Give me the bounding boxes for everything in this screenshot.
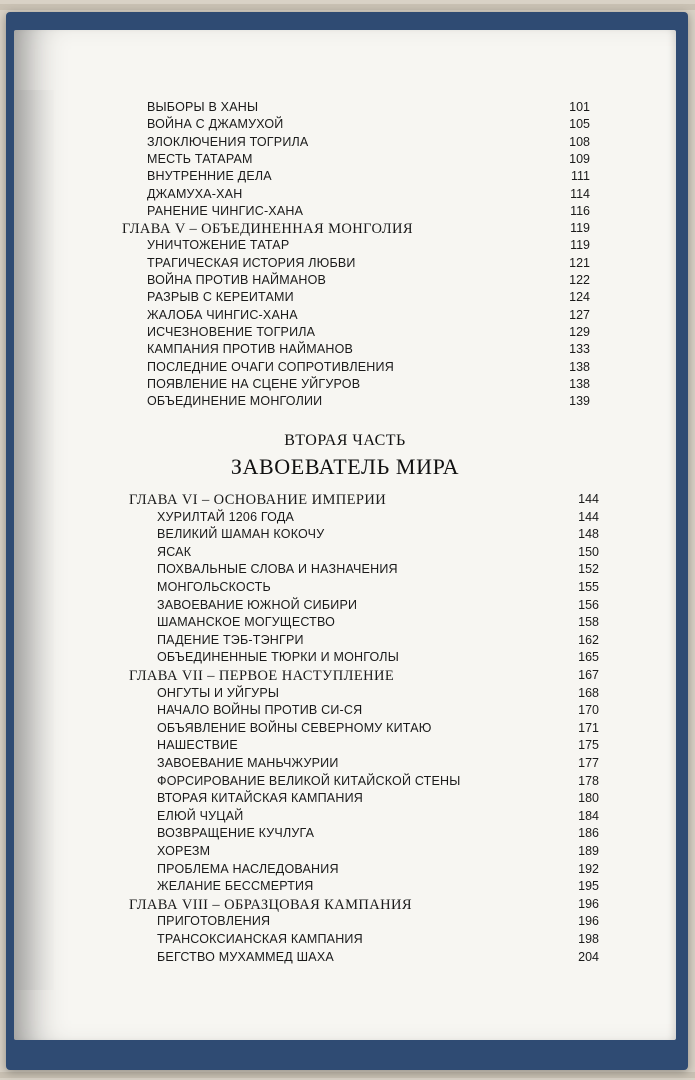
entry-title: ВЫБОРЫ В ХАНЫ [147,100,259,114]
page-number: 139 [569,394,590,409]
page-number: 189 [578,844,599,858]
page-number: 178 [578,773,599,788]
entry-title: ЖАЛОБА ЧИНГИС-ХАНА [147,307,298,322]
toc-entry-row [14,615,676,633]
toc-entry-row [14,598,676,616]
page-number: 177 [578,756,599,770]
toc-entry-row [14,950,676,968]
toc-chapter-row [14,897,676,915]
page-number: 116 [570,203,590,218]
entry-title: ПОХВАЛЬНЫЕ СЛОВА И НАЗНАЧЕНИЯ [157,562,398,577]
toc-entry-row [14,308,676,326]
entry-title: РАНЕНИЕ ЧИНГИС-ХАНА [147,203,304,218]
toc-entry-row [14,510,676,528]
chapter-title: ГЛАВА V – ОБЪЕДИНЕННАЯ МОНГОЛИЯ [122,221,413,238]
toc-entry-row [14,527,676,545]
page-number: 111 [570,169,590,184]
entry-title: ОБЪЯВЛЕНИЕ ВОЙНЫ СЕВЕРНОМУ КИТАЮ [157,720,432,735]
page-number: 119 [570,238,590,253]
page-number: 109 [569,151,590,166]
toc-entry-row [14,809,676,827]
page-number: 121 [569,255,590,270]
page-number: 196 [578,896,599,911]
entry-title: ЗЛОКЛЮЧЕНИЯ ТОГРИЛА [147,134,309,149]
toc-entry-row [14,152,676,170]
page-number: 162 [578,632,599,647]
toc-entry-row [14,703,676,721]
page-number: 122 [569,273,590,287]
entry-title: МОНГОЛЬСКОСТЬ [157,580,271,594]
page-number: 108 [569,134,590,149]
toc-entry-row [14,360,676,378]
page-number: 204 [578,949,599,964]
entry-title: ПОСЛЕДНИЕ ОЧАГИ СОПРОТИВЛЕНИЯ [147,359,394,374]
entry-title: ЕЛЮЙ ЧУЦАЙ [157,808,244,823]
toc-entry-row [14,135,676,153]
chapter-title: ГЛАВА VII – ПЕРВОЕ НАСТУПЛЕНИЕ [129,668,395,684]
toc-entry-row [14,377,676,395]
toc-entry-row [14,862,676,880]
page-number: 184 [578,808,599,823]
part-label: ВТОРАЯ ЧАСТЬ [284,432,406,449]
chapter-title: ГЛАВА VI – ОСНОВАНИЕ ИМПЕРИИ [129,492,387,508]
entry-title: ДЖАМУХА-ХАН [147,186,243,201]
page-number: 127 [569,307,590,322]
page-number: 192 [578,861,599,876]
entry-title: НАШЕСТВИЕ [157,738,238,753]
wood-background [0,1072,695,1078]
page-number: 119 [570,221,590,236]
entry-title: ПОЯВЛЕНИЕ НА СЦЕНЕ УЙГУРОВ [147,376,361,391]
page-number: 133 [569,342,590,357]
entry-title: ПАДЕНИЕ ТЭБ-ТЭНГРИ [157,632,304,647]
table-of-contents [14,30,676,1040]
page-number: 165 [578,650,599,665]
toc-entry-row [14,238,676,256]
page-number: 198 [578,932,599,946]
toc-entry-row [14,686,676,704]
toc-entry-row [14,100,676,118]
entry-title: ЗАВОЕВАНИЕ ЮЖНОЙ СИБИРИ [157,597,358,612]
entry-title: ОНГУТЫ И УЙГУРЫ [157,685,280,700]
page-number: 196 [578,914,599,929]
page-number: 152 [578,562,599,577]
entry-title: ОБЪЕДИНЕННЫЕ ТЮРКИ И МОНГОЛЫ [157,650,399,665]
page-number: 158 [578,615,599,630]
toc-entry-row [14,756,676,774]
entry-title: ВОЙНА С ДЖАМУХОЙ [147,117,284,132]
toc-chapter-row [14,668,676,686]
page-number: 138 [569,376,590,391]
entry-title: БЕГСТВО МУХАММЕД ШАХА [157,949,334,964]
entry-title: ТРАНСОКСИАНСКАЯ КАМПАНИЯ [157,932,363,946]
page-number: 167 [578,668,599,682]
page-number: 138 [569,359,590,374]
toc-entry-row [14,290,676,308]
toc-entry-row [14,394,676,412]
page-number: 105 [569,117,590,132]
book-page [14,30,676,1040]
toc-entry-row [14,914,676,932]
page-number: 114 [570,186,590,201]
toc-entry-row [14,791,676,809]
entry-title: ВТОРАЯ КИТАЙСКАЯ КАМПАНИЯ [157,791,363,806]
toc-entry-row [14,117,676,135]
entry-title: ВЕЛИКИЙ ШАМАН КОКОЧУ [157,527,325,542]
entry-title: МЕСТЬ ТАТАРАМ [147,151,253,166]
page-number: 124 [569,290,590,305]
page-number: 175 [578,738,599,753]
entry-title: ВОЗВРАЩЕНИЕ КУЧЛУГА [157,826,315,841]
toc-entry-row [14,256,676,274]
entry-title: ХУРИЛТАЙ 1206 ГОДА [157,509,295,524]
part-title: ЗАВОЕВАТЕЛЬ МИРА [230,454,460,479]
page-number: 144 [578,509,599,524]
page-number: 186 [578,826,599,841]
toc-entry-row [14,562,676,580]
page-number: 170 [578,703,599,718]
toc-entry-row [14,738,676,756]
entry-title: ХОРЕЗМ [157,844,211,858]
page-number: 150 [578,544,599,559]
entry-title: ОБЪЕДИНЕНИЕ МОНГОЛИИ [147,394,323,409]
toc-entry-row [14,187,676,205]
entry-title: ЯСАК [157,544,192,559]
page-number: 156 [578,597,599,612]
toc-entry-row [14,721,676,739]
chapter-title: ГЛАВА VIII – ОБРАЗЦОВАЯ КАМПАНИЯ [129,896,412,913]
page-number: 168 [578,685,599,700]
entry-title: ФОРСИРОВАНИЕ ВЕЛИКОЙ КИТАЙСКОЙ СТЕНЫ [157,773,461,788]
page-number: 129 [569,324,590,339]
page-number: 171 [578,720,599,735]
entry-title: РАЗРЫВ С КЕРЕИТАМИ [147,290,294,305]
page-number: 148 [578,527,599,542]
wood-background [0,4,695,10]
entry-title: НАЧАЛО ВОЙНЫ ПРОТИВ СИ-СЯ [157,703,363,718]
entry-title: ЖЕЛАНИЕ БЕССМЕРТИЯ [157,879,314,894]
toc-entry-row [14,169,676,187]
toc-entry-row [14,342,676,360]
entry-title: ЗАВОЕВАНИЕ МАНЬЧЖУРИИ [157,756,339,770]
toc-entry-row [14,844,676,862]
toc-entry-row [14,273,676,291]
page-number: 155 [578,580,599,594]
toc-entry-row [14,932,676,950]
toc-entry-row [14,580,676,598]
entry-title: ПРОБЛЕМА НАСЛЕДОВАНИЯ [157,861,339,876]
toc-entry-row [14,650,676,668]
entry-title: ВОЙНА ПРОТИВ НАЙМАНОВ [147,273,327,287]
toc-entry-row [14,325,676,343]
toc-chapter-row [14,492,676,510]
entry-title: КАМПАНИЯ ПРОТИВ НАЙМАНОВ [147,342,354,357]
toc-entry-row [14,826,676,844]
toc-entry-row [14,545,676,563]
toc-entry-row [14,774,676,792]
page-number: 101 [569,100,590,114]
entry-title: ИСЧЕЗНОВЕНИЕ ТОГРИЛА [147,324,316,339]
page-number: 195 [578,879,599,894]
toc-entry-row [14,204,676,222]
page-number: 180 [578,791,599,806]
entry-title: ВНУТРЕННИЕ ДЕЛА [147,169,272,184]
entry-title: ТРАГИЧЕСКАЯ ИСТОРИЯ ЛЮБВИ [147,255,356,270]
toc-entry-row [14,879,676,897]
entry-title: ПРИГОТОВЛЕНИЯ [157,914,271,929]
toc-entry-row [14,633,676,651]
toc-chapter-row [14,221,676,239]
entry-title: УНИЧТОЖЕНИЕ ТАТАР [147,238,290,253]
page-number: 144 [578,492,599,506]
entry-title: ШАМАНСКОЕ МОГУЩЕСТВО [157,615,336,630]
